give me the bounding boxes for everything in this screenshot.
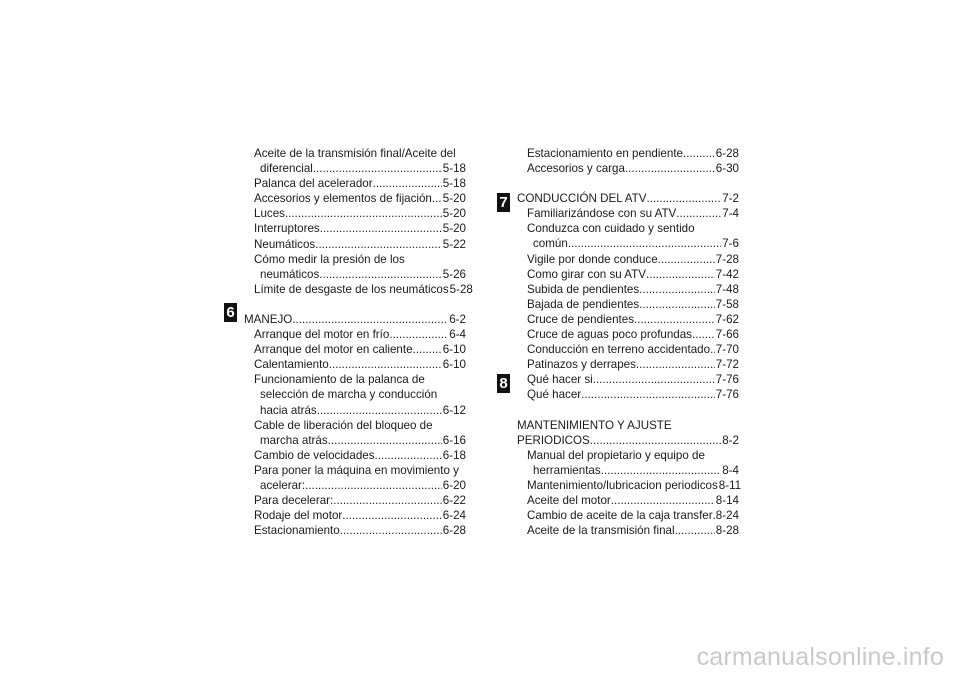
toc-dot-leader (675, 523, 715, 538)
toc-page-number: 5-20 (442, 192, 466, 206)
toc-entry-title: acelerar: (260, 478, 306, 492)
toc-entry-title: Aceite de la transmisión final (527, 524, 675, 538)
toc-entry[interactable] (517, 357, 739, 372)
toc-dot-leader (317, 403, 442, 418)
toc-entry-title: neumáticos (260, 267, 320, 281)
toc-entry-title: Estacionamiento en pendiente (527, 147, 683, 160)
toc-entry-title: MANEJO (244, 312, 293, 326)
toc-entry-title: Arranque del motor en frío (254, 328, 390, 342)
section-gap (244, 297, 466, 312)
toc-entry-title: común (533, 237, 568, 251)
toc-entry[interactable] (244, 357, 466, 372)
toc-entry-title: Cambio de aceite de la caja transfer (527, 509, 713, 523)
toc-dot-leader (625, 161, 715, 176)
toc-page-number: 7-2 (722, 192, 739, 206)
toc-dot-leader (692, 327, 715, 342)
toc-page-number: 7-72 (715, 358, 739, 372)
toc-dot-leader (340, 523, 442, 538)
toc-page-number: 7-76 (715, 373, 739, 387)
toc-entry[interactable] (517, 372, 739, 387)
toc-entry-title: Patinazos y derrapes (527, 358, 636, 372)
toc-entry-title: diferencial (260, 162, 313, 176)
toc-entry[interactable] (517, 297, 739, 312)
toc-dot-leader (683, 146, 715, 161)
toc-entry[interactable] (517, 448, 739, 463)
toc-entry[interactable] (244, 493, 466, 508)
toc-entry[interactable] (517, 493, 739, 508)
toc-entry-title: Funcionamiento de la palanca de (254, 373, 425, 387)
toc-entry-title: Luces (254, 207, 285, 221)
toc-page-number: 7-62 (715, 312, 739, 326)
toc-entry-title: marcha atrás (260, 433, 328, 447)
toc-entry[interactable] (517, 161, 739, 176)
toc-entry-title: Familiarizándose con su ATV (527, 207, 677, 221)
toc-page-number: 5-28 (449, 282, 473, 296)
toc-entry-title: Para decelerar: (254, 494, 334, 508)
toc-entry-title: PERIODICOS (517, 433, 590, 447)
toc-dot-leader (320, 221, 442, 236)
chapter-tab-7: 7 (497, 193, 510, 212)
toc-dot-leader (581, 387, 715, 402)
toc-entry[interactable] (244, 433, 466, 448)
toc-page-number: 6-10 (442, 358, 466, 372)
toc-page-number: 5-22 (442, 237, 466, 251)
toc-page-number: 5-26 (442, 267, 466, 281)
toc-chapter-entry[interactable] (517, 433, 739, 448)
toc-dot-leader (601, 463, 722, 478)
toc-entry[interactable] (517, 252, 739, 267)
section-gap (517, 176, 739, 191)
toc-entry-title: Arranque del motor en caliente (254, 343, 413, 357)
toc-dot-leader (373, 176, 442, 191)
toc-dot-leader (658, 252, 715, 267)
toc-entry[interactable] (244, 282, 473, 297)
toc-page-number: 7-66 (715, 328, 739, 342)
toc-dot-leader (636, 357, 715, 372)
toc-entry-title: Cambio de velocidades (254, 448, 375, 462)
toc-page-number: 7-76 (715, 388, 739, 402)
toc-page-number: 7-28 (715, 252, 739, 266)
toc-entry[interactable] (244, 463, 466, 478)
toc-entry[interactable] (244, 342, 466, 357)
toc-entry[interactable] (517, 146, 739, 161)
toc-chapter-entry[interactable] (244, 312, 466, 327)
toc-page-number: 6-12 (442, 403, 466, 417)
toc-entry-title: Aceite del motor (527, 493, 611, 507)
toc-page-number: 7-42 (715, 267, 739, 281)
toc-entry[interactable] (244, 508, 466, 523)
toc-entry-title: Subida de pendientes (527, 282, 640, 296)
toc-page-number: 5-20 (442, 222, 466, 236)
toc-page-number: 6-18 (442, 448, 466, 462)
chapter-tab-6: 6 (224, 303, 237, 322)
toc-entry-title: Interruptores (254, 222, 320, 236)
toc-entry[interactable] (244, 221, 466, 236)
toc-dot-leader (602, 372, 714, 387)
toc-entry-title: hacia atrás (260, 403, 317, 417)
toc-page-number: 5-18 (442, 177, 466, 191)
section-gap (517, 403, 739, 418)
toc-page-number: 8-24 (715, 509, 739, 523)
toc-dot-leader (329, 357, 442, 372)
toc-entry-title: Vigile por donde conduce (527, 252, 658, 266)
toc-entry-title: Palanca del acelerador (254, 177, 373, 191)
toc-entry-title: Accesorios y elementos de fijación (254, 192, 432, 206)
toc-entry-title: Mantenimiento/lubricacion periodicos (527, 478, 718, 492)
toc-page-number: 7-70 (715, 343, 739, 357)
toc-dot-leader (646, 191, 721, 206)
toc-entry-title: Qué hacer (527, 388, 582, 402)
toc-entry-title: Cable de liberación del bloqueo de (254, 418, 433, 432)
toc-dot-leader (313, 161, 442, 176)
watermark: carmanualsonline.info (696, 643, 944, 671)
toc-entry-title: Manual del propietario y equipo de (527, 448, 705, 462)
toc-dot-leader (568, 236, 721, 251)
toc-dot-leader (634, 312, 715, 327)
toc-entry[interactable] (244, 448, 466, 463)
toc-page-number: 6-2 (449, 312, 466, 326)
toc-page-number: 8-2 (722, 433, 739, 447)
toc-page-number: 5-20 (442, 207, 466, 221)
toc-entry[interactable] (517, 327, 739, 342)
toc-entry-title: Límite de desgaste de los neumáticos (254, 282, 449, 296)
toc-column-left (244, 146, 473, 538)
toc-page-number: 6-22 (442, 494, 466, 508)
toc-entry-title: Estacionamiento (254, 524, 340, 538)
toc-chapter-entry[interactable] (517, 418, 739, 433)
toc-page-number: 6-10 (442, 343, 466, 357)
toc-dot-leader (342, 508, 441, 523)
toc-page-number: 5-18 (442, 162, 466, 176)
toc-dot-leader (292, 312, 448, 327)
toc-entry[interactable] (244, 191, 466, 206)
toc-entry[interactable] (244, 206, 466, 221)
toc-entry[interactable] (244, 372, 466, 387)
toc-dot-leader (375, 448, 442, 463)
toc-dot-leader (611, 493, 715, 508)
toc-entry-title: Rodaje del motor (254, 509, 343, 523)
toc-entry[interactable] (244, 237, 466, 252)
toc-entry-title: Calentamiento (254, 358, 329, 372)
toc-dot-leader (639, 282, 715, 297)
toc-page-number: 7-4 (722, 207, 739, 221)
toc-page-number: 6-30 (715, 162, 739, 176)
toc-entry-title: Como girar con su ATV (527, 267, 646, 281)
toc-page-number: 6-20 (442, 478, 466, 492)
toc-entry-title: Conduzca con cuidado y sentido (527, 222, 695, 236)
toc-entry-title: Aceite de la transmisión final/Aceite del (254, 147, 456, 160)
toc-dot-leader (389, 327, 448, 342)
toc-entry[interactable] (244, 478, 466, 493)
toc-page-number: 6-4 (449, 328, 466, 342)
toc-entry[interactable] (244, 176, 466, 191)
toc-dot-leader (305, 478, 442, 493)
toc-entry-title: Qué hacer si... (527, 373, 603, 387)
toc-entry[interactable] (517, 312, 739, 327)
toc-entry-title: Accesorios y carga (527, 162, 625, 176)
toc-page-number: 6-28 (715, 147, 739, 160)
toc-dot-leader (319, 267, 441, 282)
toc-entry-title: Bajada de pendientes (527, 297, 640, 311)
toc-entry[interactable] (244, 267, 466, 282)
toc-dot-leader (676, 206, 721, 221)
toc-entry[interactable] (244, 403, 466, 418)
toc-page-number: 8-11 (718, 478, 742, 492)
toc-entry-title: selección de marcha y conducción (260, 388, 438, 402)
toc-entry-title: Cruce de pendientes (527, 312, 634, 326)
toc-entry[interactable] (517, 221, 739, 236)
toc-page-number: 7-48 (715, 282, 739, 296)
toc-entry-title: Conducción en terreno accidentado (527, 343, 711, 357)
toc-dot-leader (285, 206, 442, 221)
toc-entry-title: CONDUCCIÓN DEL ATV (517, 192, 647, 206)
toc-entry[interactable] (517, 523, 739, 538)
toc-entry[interactable] (517, 478, 742, 493)
toc-entry[interactable] (517, 267, 739, 282)
toc-entry[interactable] (517, 206, 739, 221)
toc-column-right (517, 146, 742, 538)
toc-entry[interactable] (244, 387, 466, 402)
toc-page-number: 8-28 (715, 524, 739, 538)
toc-dot-leader (333, 493, 442, 508)
toc-entry[interactable] (517, 463, 739, 478)
toc-entry[interactable] (517, 387, 739, 402)
toc-page-number: 6-16 (442, 433, 466, 447)
toc-entry[interactable] (244, 523, 466, 538)
chapter-tab-8: 8 (497, 374, 510, 393)
toc-dot-leader (328, 433, 442, 448)
toc-entry[interactable] (244, 146, 466, 161)
toc-page-number: 8-4 (722, 463, 739, 477)
toc-entry-title: Neumáticos (254, 237, 316, 251)
toc-dot-leader (315, 237, 442, 252)
toc-page-number: 7-58 (715, 297, 739, 311)
toc-page-number: 6-24 (442, 509, 466, 523)
toc-entry-title: Para poner la máquina en movimiento y (254, 463, 459, 477)
toc-entry[interactable] (244, 327, 466, 342)
toc-entry[interactable] (517, 282, 739, 297)
toc-page-number: 8-14 (715, 493, 739, 507)
toc-dot-leader (413, 342, 442, 357)
toc-page-number: 6-28 (442, 524, 466, 538)
toc-dot-leader (432, 191, 442, 206)
toc-entry-title: herramientas (533, 463, 601, 477)
toc-page-number: 7-6 (722, 237, 739, 251)
toc-entry[interactable] (517, 508, 739, 523)
toc-dot-leader (590, 433, 721, 448)
toc-entry-title: MANTENIMIENTO Y AJUSTE (517, 418, 672, 432)
toc-entry[interactable] (517, 236, 739, 251)
toc-entry-title: Cruce de aguas poco profundas (527, 328, 693, 342)
toc-entry[interactable] (244, 418, 466, 433)
toc-dot-leader (646, 267, 715, 282)
toc-entry[interactable] (244, 161, 466, 176)
toc-entry[interactable] (244, 252, 466, 267)
toc-dot-leader (639, 297, 715, 312)
toc-chapter-entry[interactable] (517, 191, 739, 206)
toc-entry[interactable] (517, 342, 739, 357)
toc-entry-title: Cómo medir la presión de los (254, 252, 405, 266)
